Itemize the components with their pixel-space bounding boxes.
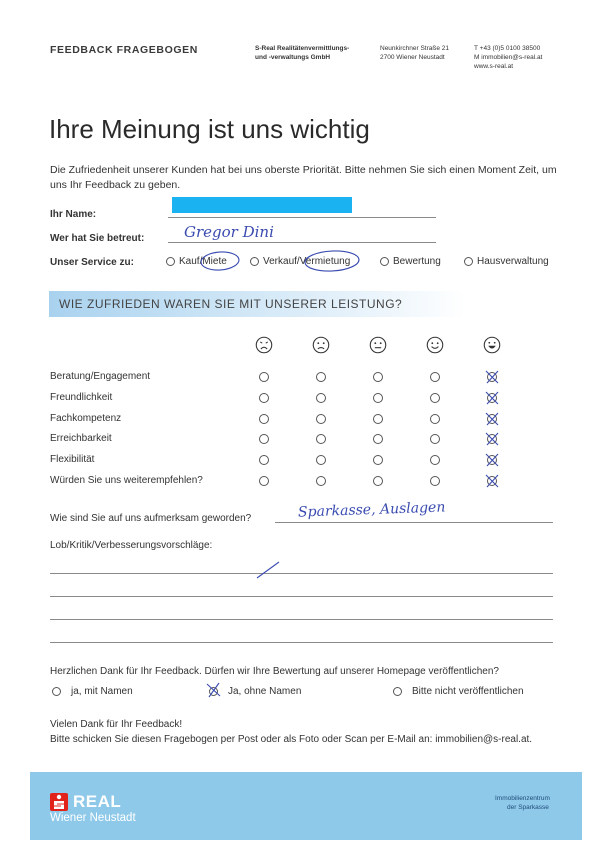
rating-radio[interactable] [259,414,269,424]
page-title: Ihre Meinung ist uns wichtig [49,114,370,144]
rating-radio[interactable] [316,455,326,465]
rating-row-label: Flexibilität [50,454,95,466]
rating-row-label: Fachkompetenz [50,412,122,424]
footer-banner [30,772,582,840]
rating-radio[interactable] [430,434,440,444]
company-contact: T +43 (0)5 0100 38500 M immobilien@s-real.at www.s-real.at [474,45,543,70]
rating-check-mark [483,410,501,428]
closing-line-2: Bitte schicken Sie diesen Fragebogen per Post oder als Foto oder Scan per E-Mail an: immobilien@s-real.at. [50,734,533,745]
service-option-bewertung[interactable]: Bewertung [380,256,441,267]
publish-question: Herzlichen Dank für Ihr Feedback. Dürfen wir Ihre Bewertung auf unserer Homepage veröffentlichen? [50,666,499,677]
intro-text: Die Zufriedenheit unserer Kunden hat bei uns oberste Priorität. Bitte nehmen Sie sich einen Moment Zeit, um uns Ihr Feedback zu geben. [50,164,557,191]
handwritten-stroke [255,560,281,580]
rating-radio[interactable] [316,414,326,424]
rating-check-mark [483,430,501,448]
comments-line-3[interactable] [50,619,553,620]
rating-radio[interactable] [316,372,326,382]
publish-check-mark [205,681,223,699]
service-option-kauf-miete[interactable]: Kauf/Miete [166,256,227,267]
rating-row-label: Beratung/Engagement [50,371,151,382]
rating-radio[interactable] [430,455,440,465]
rating-row-label: Würden Sie uns weiterempfehlen? [50,475,203,486]
service-option-verkauf-vermietung[interactable]: Verkauf/Vermietung [250,256,350,267]
rating-radio[interactable] [259,476,269,486]
rating-check-mark [483,451,501,469]
comments-line-1[interactable] [50,573,553,574]
publish-radio-no-publish[interactable] [393,687,402,696]
publish-option-no-publish[interactable]: Bitte nicht veröffentlichen [393,686,524,697]
advisor-handwriting: Gregor Dini [184,223,274,241]
source-question: Wie sind Sie auf uns aufmerksam geworden? [50,513,252,524]
rating-radio[interactable] [430,393,440,403]
rating-row-label: Erreichbarkeit [50,433,112,445]
rating-radio[interactable] [316,393,326,403]
form-title: FEEDBACK FRAGEBOGEN [50,44,198,56]
brand-name: REAL [73,792,122,811]
rating-radio[interactable] [430,476,440,486]
publish-option-without-name[interactable]: Ja, ohne Namen [209,686,301,697]
rating-check-mark [483,368,501,386]
name-label: Ihr Name: [50,209,97,220]
rating-radio[interactable] [259,434,269,444]
rating-radio[interactable] [316,434,326,444]
publish-option-with-name[interactable]: ja, mit Namen [52,686,133,697]
closing-line-1: Vielen Dank für Ihr Feedback! [50,719,183,730]
s-real-logo [50,792,121,812]
comments-line-4[interactable] [50,642,553,643]
rating-radio[interactable] [259,455,269,465]
company-address: Neunkirchner Straße 21 2700 Wiener Neustadt [380,45,450,61]
service-option-hausverwaltung[interactable]: Hausverwaltung [464,256,549,267]
brand-tagline: Immobilienzentrum der Sparkasse [495,795,550,811]
brand-city: Wiener Neustadt [50,812,136,824]
service-label: Unser Service zu: [50,257,134,268]
source-handwriting: Sparkasse, Auslagen [297,499,446,521]
rating-radio[interactable] [373,434,383,444]
comments-label: Lob/Kritik/Verbesserungsvorschläge: [50,540,213,551]
rating-radio[interactable] [373,476,383,486]
company-name: S-Real Realitätenvermittlungs- und -verwaltungs GmbH [255,45,350,61]
rating-radio[interactable] [373,372,383,382]
rating-radio[interactable] [373,414,383,424]
satisfaction-banner: WIE ZUFRIEDEN WAREN SIE MIT UNSERER LEISTUNG? [49,291,466,317]
rating-radio[interactable] [430,414,440,424]
rating-check-mark [483,472,501,490]
rating-radio[interactable] [373,455,383,465]
rating-check-mark [483,389,501,407]
rating-radio[interactable] [430,372,440,382]
rating-radio[interactable] [259,372,269,382]
sparkasse-logo-icon [50,793,68,811]
source-input-line[interactable] [275,522,553,523]
comments-line-2[interactable] [50,596,553,597]
publish-radio-with-name[interactable] [52,687,61,696]
advisor-label: Wer hat Sie betreut: [50,233,145,244]
rating-radio[interactable] [259,393,269,403]
rating-radio[interactable] [373,393,383,403]
rating-row-label: Freundlichkeit [50,391,113,403]
rating-radio[interactable] [316,476,326,486]
